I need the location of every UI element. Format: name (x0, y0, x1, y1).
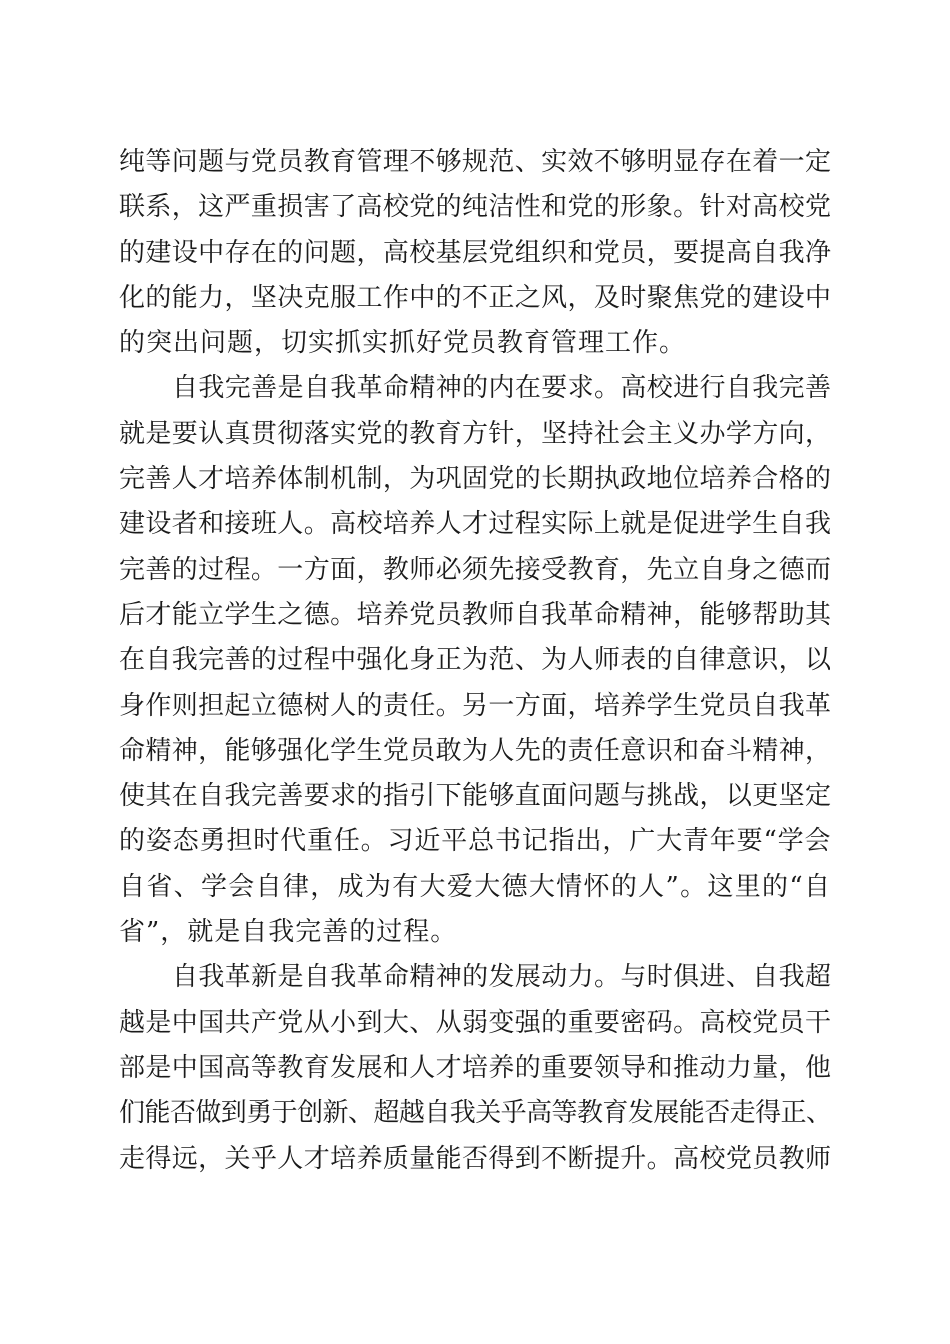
paragraph-2 (119, 366, 831, 955)
paragraph-3 (119, 955, 831, 1181)
text-line: 的突出问题，切实抓实抓好党员教育管理工作。 (119, 328, 687, 359)
text-line: 使其在自我完善要求的指引下能够直面问题与挑战，以更坚定 (119, 781, 831, 812)
text-line: 联系，这严重损害了高校党的纯洁性和党的形象。针对高校党 (119, 192, 831, 223)
text-line: 就是要认真贯彻落实党的教育方针，坚持社会主义办学方向， (119, 418, 831, 449)
text-line: 后才能立学生之德。培养党员教师自我革命精神，能够帮助其 (119, 599, 831, 630)
text-line: 省”，就是自我完善的过程。 (119, 917, 458, 948)
text-line: 完善人才培养体制机制，为巩固党的长期执政地位培养合格的 (119, 464, 831, 495)
text-line: 部是中国高等教育发展和人才培养的重要领导和推动力量，他 (119, 1052, 831, 1083)
text-line: 命精神，能够强化学生党员敢为人先的责任意识和奋斗精神， (119, 735, 831, 766)
text-line: 纯等问题与党员教育管理不够规范、实效不够明显存在着一定 (119, 147, 831, 177)
text-line: 建设者和接班人。高校培养人才过程实际上就是促进学生自我 (119, 509, 831, 540)
text-line: 完善的过程。一方面，教师必须先接受教育，先立自身之德而 (119, 554, 831, 585)
text-line: 越是中国共产党从小到大、从弱变强的重要密码。高校党员干 (119, 1007, 831, 1038)
body-text (119, 140, 831, 1182)
text-line: 在自我完善的过程中强化身正为范、为人师表的自律意识，以 (119, 645, 831, 676)
paragraph-1 (119, 140, 831, 366)
text-line: 的建设中存在的问题，高校基层党组织和党员，要提高自我净 (119, 237, 831, 268)
text-line: 自省、学会自律，成为有大爱大德大情怀的人”。这里的“自 (119, 871, 831, 902)
text-line: 的姿态勇担时代重任。习近平总书记指出，广大青年要“学会 (119, 826, 831, 857)
text-line: 化的能力，坚决克服工作中的不正之风，及时聚焦党的建设中 (119, 282, 831, 313)
text-line: 们能否做到勇于创新、超越自我关乎高等教育发展能否走得正、 (119, 1098, 831, 1129)
text-line: 走得远，关乎人才培养质量能否得到不断提升。高校党员教师 (119, 1143, 831, 1174)
text-line: 身作则担起立德树人的责任。另一方面，培养学生党员自我革 (119, 690, 831, 721)
text-line: 自我完善是自我革命精神的内在要求。高校进行自我完善 (172, 373, 831, 404)
text-line: 自我革新是自我革命精神的发展动力。与时俱进、自我超 (172, 962, 831, 993)
